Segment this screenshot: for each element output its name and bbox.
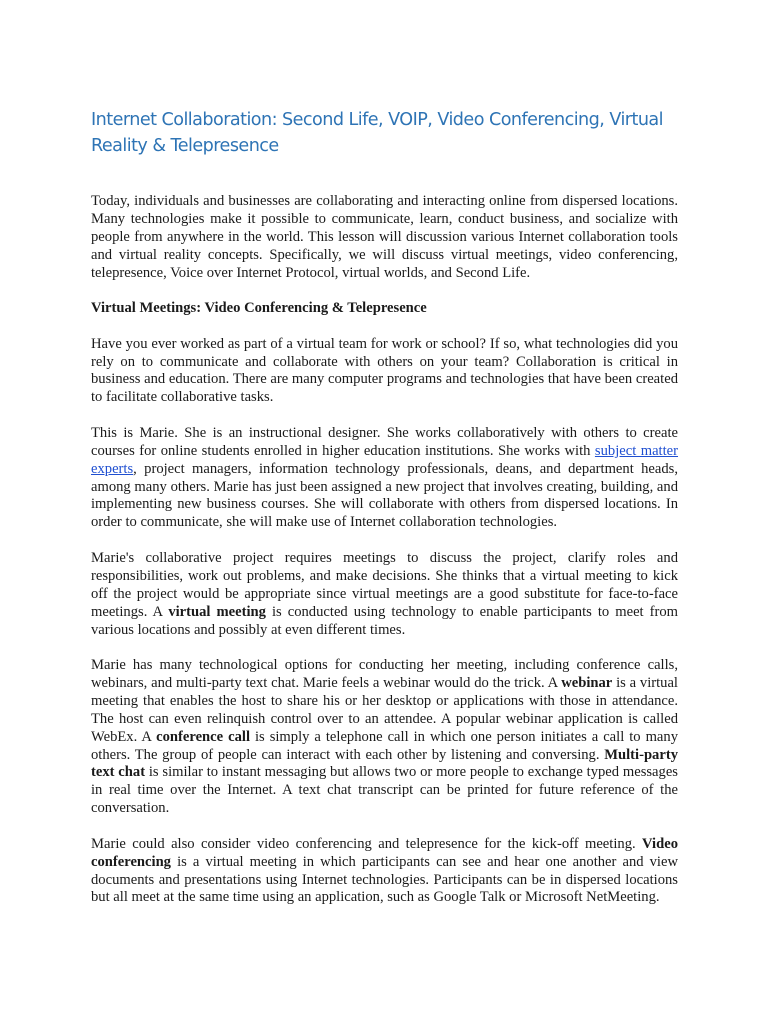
subject-matter-experts-link[interactable]: subject matter experts bbox=[91, 442, 679, 477]
term-conference-call: conference call bbox=[156, 728, 250, 745]
paragraph-webinar bbox=[91, 657, 678, 818]
term-webinar: webinar bbox=[561, 674, 613, 691]
paragraph-video-conferencing bbox=[91, 836, 678, 908]
text-run: Marie's collaborative project requires meetings to discuss the project, clarify roles and responsibilities, work out problems, and make decisions. She thinks that a virtual meeting to kick off the project would be appropriate since virtual meetings are a good substitute for face-to-face meetings. A bbox=[91, 549, 678, 620]
text-run: , project managers, information technology professionals, deans, and department heads, among many others. Marie has just been assigned a new project that involves creating, building, and implementing new business courses. She will collaborate with others from dispersed locations. In order to communicate, she will make use of Internet collaboration technologies. bbox=[91, 460, 678, 531]
term-virtual-meeting: virtual meeting bbox=[168, 603, 266, 620]
text-run: Marie could also consider video conferencing and telepresence for the kick-off meeting. bbox=[91, 835, 643, 852]
document-body bbox=[91, 193, 678, 925]
text-run: Marie has many technological options for conducting her meeting, including conference calls, webinars, and multi-party text chat. Marie feels a webinar would do the trick. A bbox=[91, 657, 678, 691]
paragraph-virtual-meeting bbox=[91, 550, 678, 640]
term-video-conferencing: Video conferencing bbox=[91, 835, 678, 870]
text-run: is simply a telephone call in which one person initiates a call to many others. The group of people can interact with each other by listening and conversing. bbox=[91, 728, 678, 763]
section-heading: Virtual Meetings: Video Conferencing & Telepresence bbox=[91, 300, 427, 317]
text-run: This is Marie. She is an instructional designer. She works collaboratively with others to create courses for online students enrolled in higher education institutions. She works with bbox=[91, 424, 678, 459]
text-run: is a virtual meeting in which participants can see and hear one another and view documents and presentations using Internet technologies. Participants can be in dispersed locations but all meet at the same time using an application, such as Google Talk or Microsoft NetMeeting. bbox=[91, 853, 678, 906]
intro-paragraph: Today, individuals and businesses are collaborating and interacting online from dispersed locations. Many technologies make it possible to communicate, learn, conduct business, and socialize with people from anywhere in the world. This lesson will discussion various Internet collaboration tools and virtual reality concepts. Specifically, we will discuss virtual meetings, video conferencing, telepresence, Voice over Internet Protocol, virtual worlds, and Second Life. bbox=[91, 193, 678, 281]
paragraph-marie-intro bbox=[91, 425, 678, 532]
text-run: is similar to instant messaging but allows two or more people to exchange typed messages in real time over the Internet. A text chat transcript can be printed for future reference of the conversation. bbox=[91, 764, 678, 817]
term-multi-party-text-chat: Multi-party text chat bbox=[91, 746, 678, 781]
text-run: is conducted using technology to enable participants to meet from various locations and possibly at even different times. bbox=[91, 603, 678, 638]
document-title: Internet Collaboration: Second Life, VOIP, Video Conferencing, Virtual Reality & Telepresence bbox=[91, 110, 663, 156]
paragraph-virtual-team: Have you ever worked as part of a virtual team for work or school? If so, what technologies did you rely on to communicate and collaborate with others on your team? Collaboration is critical in business and education. There are many computer programs and technologies that have been created to facilitate collaborative tasks. bbox=[91, 335, 678, 406]
text-run: is a virtual meeting that enables the host to share his or her desktop or applications with those in attendance. The host can even relinquish control over to an attendee. A popular webinar application is called WebEx. A bbox=[91, 674, 678, 745]
